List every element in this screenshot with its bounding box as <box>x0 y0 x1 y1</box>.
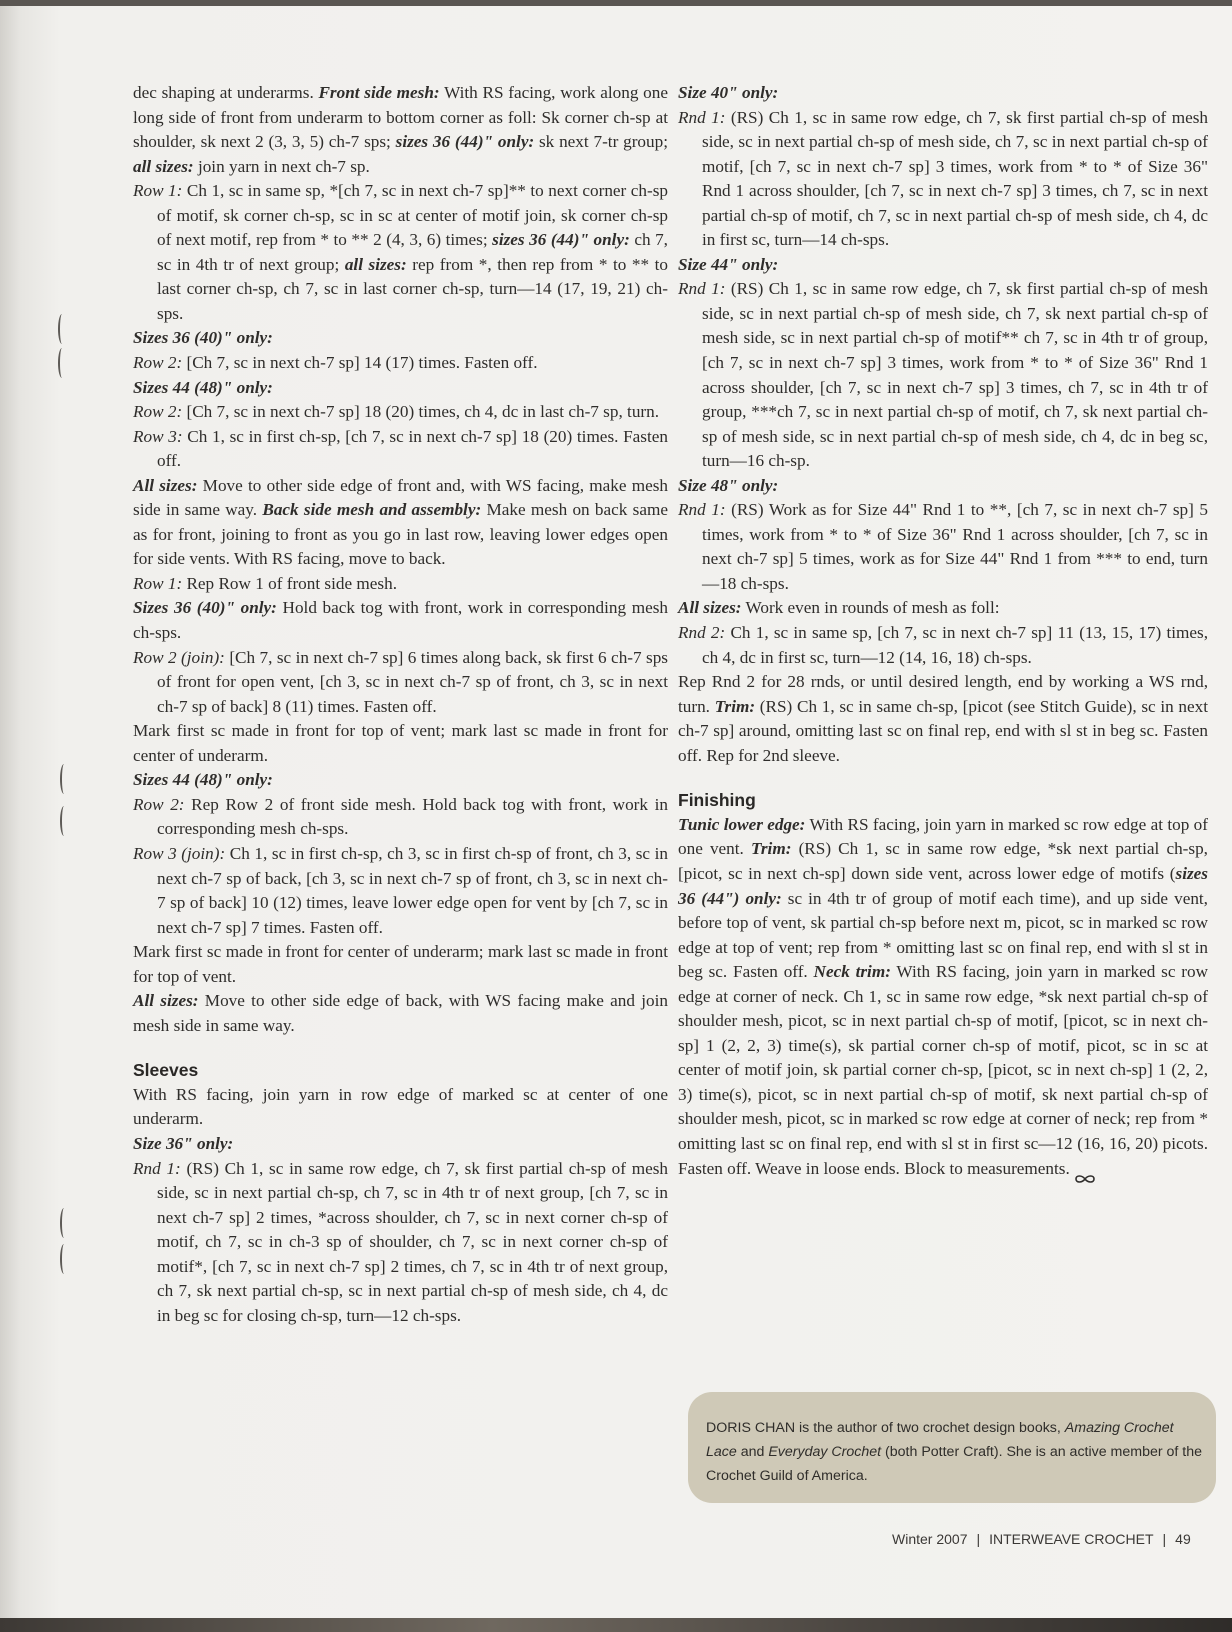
mark-note <box>133 940 668 989</box>
body-text: [Ch 7, sc in next ch-7 sp] 14 (17) times. Fasten off. <box>182 353 538 373</box>
all-sizes-instruction <box>133 989 668 1038</box>
row-2-instruction <box>133 351 668 376</box>
size-heading <box>133 768 668 793</box>
body-text: Make mesh on back same as for front, joining to front as you go in last row, leaving lower edges open for side vents. With RS facing, move to back. <box>133 500 668 569</box>
binding-mark <box>60 1208 68 1238</box>
body-text: Rep Row 1 of front side mesh. <box>182 573 397 593</box>
body-text: [Ch 7, sc in next ch-7 sp] 18 (20) times, ch 4, dc in last ch-7 sp, turn. <box>182 402 660 422</box>
size-heading <box>133 376 668 401</box>
size-label: Sizes 36 (40)" only: <box>133 598 277 618</box>
body-text: Mark first sc made in front for center of underarm; mark last sc made in front for top of vent. <box>133 942 668 986</box>
size-label: Size 36" only: <box>133 1133 234 1153</box>
section-spacer <box>678 768 1208 788</box>
section-label: Back side mesh and assembly: <box>262 500 482 520</box>
size-label: Sizes 44 (48)" only: <box>133 377 273 397</box>
binding-mark <box>58 348 66 378</box>
size-label: Size 48" only: <box>678 475 779 495</box>
section-label: Neck trim: <box>813 962 891 982</box>
sleeves-heading: Sleeves <box>133 1060 199 1081</box>
size-label: Size 44" only: <box>678 254 779 274</box>
page-footer <box>892 1531 1191 1547</box>
mark-note <box>133 719 668 768</box>
binding-mark <box>60 764 68 794</box>
body-text: dec shaping at underarms. <box>133 83 319 102</box>
body-text: (RS) Ch 1, sc in same row edge, *sk next partial ch-sp, [picot, sc in next ch-sp] down side vent, across lower edge of motifs ( <box>678 839 1208 883</box>
section-label: Tunic lower edge: <box>678 814 806 834</box>
size-label: sizes 36 (44)" only: <box>395 132 535 152</box>
row-2-instruction <box>133 400 668 425</box>
scan-bottom-edge <box>0 1618 1232 1632</box>
row-label: Row 2 (join): <box>133 647 225 667</box>
body-text: Work even in rounds of mesh as foll: <box>741 598 1000 618</box>
body-text: sk next 7-tr group; <box>534 132 668 152</box>
finishing-paragraph <box>678 813 1208 1181</box>
body-text: Ch 1, sc in first ch-sp, [ch 7, sc in next ch-7 sp] 18 (20) times. Fasten off. <box>157 426 668 471</box>
body-text: (RS) Ch 1, sc in same row edge, ch 7, sk first partial ch-sp of mesh side, sc in next partial ch-sp, ch 7, sc in 4th tr of next group, [ch 7, sc in next ch-7 sp] 2 times, *across shoulder, ch 7, sc in next corner ch-sp of motif, ch 7, sc in ch-3 sp of shoulder, ch 7, sc in next corner ch-sp of motif*, [ch 7, sc in next ch-7 sp] 2 times, ch 7, sc in 4th tr of next group, ch 7, sk next partial ch-sp, sc in next partial ch-sp of mesh side, ch 4, dc in beg sc for closing ch-sp, turn—12 ch-sps. <box>157 1158 668 1325</box>
row-label: Rnd 1: <box>678 107 726 127</box>
size-label: Size 40" only: <box>678 83 779 102</box>
issue-date: Winter 2007 <box>892 1531 968 1547</box>
size-label: All sizes: <box>133 475 198 495</box>
bio-text: and <box>736 1444 769 1460</box>
footer-separator: | <box>1162 1531 1167 1547</box>
size-heading <box>678 81 1208 106</box>
footer-separator: | <box>976 1531 981 1547</box>
body-text: sc in 4th tr of group of motif each time), and up side vent, before top of vent, sk partial ch-sp before next m, picot, sc in marked sc row edge at top of vent; rep from * omitting last sc on final rep, end with sl st in beg sc. Fasten off. <box>678 888 1208 982</box>
rnd-1-instruction <box>678 498 1208 596</box>
row-2-instruction <box>133 793 668 842</box>
row-label: Row 2: <box>133 402 183 422</box>
body-text: Mark first sc made in front for top of vent; mark last sc made in front for center of underarm. <box>133 721 668 765</box>
body-text: Move to other side edge of front and, with WS facing, make mesh side in same way. <box>133 475 668 520</box>
binding-mark <box>60 1244 68 1274</box>
right-column <box>678 81 1208 1181</box>
body-text: With RS facing, work along one long side of front from underarm to bottom corner as foll: Sk corner ch-sp at shoulder, sk next 2 (3, 3, 5) ch-7 sps; <box>133 83 668 152</box>
row-label: Rnd 1: <box>678 279 726 299</box>
body-text: (RS) Ch 1, sc in same row edge, ch 7, sk first partial ch-sp of mesh side, sc in next partial ch-sp of mesh side, ch 7, sk next partial ch-sp of mesh side, sc in next partial ch-sp of motif** ch 7, sc in 4th tr of group, [ch 7, sc in next ch-7 sp] 3 times, work from * to * of Size 36" Rnd 1 across shoulder, [ch 7, sc in next ch-7 sp] 3 times, ch 7, sc in 4th tr of group, ***ch 7, sc in next partial ch-sp of motif, ch 7, sk next partial ch-sp of mesh side, sc in next partial ch-sp of mesh side, ch 4, dc in beg sc, turn—16 ch-sp. <box>702 279 1208 471</box>
size-heading <box>678 474 1208 499</box>
rnd-2-instruction <box>678 621 1208 670</box>
body-text: Ch 1, sc in same sp, *[ch 7, sc in next ch-7 sp]** to next corner ch-sp of motif, sk corner ch-sp, sc in sc at center of motif join, sk corner ch-sp of next motif, rep from * to ** 2 (4, 3, 6) times; <box>157 181 669 250</box>
row-label: Row 2: <box>133 794 185 814</box>
front-side-mesh-paragraph <box>133 81 668 179</box>
size-label: Sizes 36 (40)" only: <box>133 328 273 348</box>
size-heading <box>133 326 668 351</box>
body-text: Ch 1, sc in first ch-sp, ch 3, sc in first ch-sp of front, ch 3, sc in next ch-7 sp of back, [ch 3, sc in next ch-7 sp of front, ch 3, sc in next ch-7 sp of back] 10 (12) times, leave lower edge open for vent by [ch 7, sc in next ch-7 sp] 7 times. Fasten off. <box>157 843 668 937</box>
body-text: Rep Row 2 of front side mesh. Hold back tog with front, work in corresponding mesh ch-sps. <box>157 794 669 839</box>
size-label: All sizes: <box>678 598 742 618</box>
rnd-1-instruction <box>678 106 1208 253</box>
body-text: Ch 1, sc in same sp, [ch 7, sc in next ch-7 sp] 11 (13, 15, 17) times, ch 4, dc in first sc, turn—12 (14, 16, 18) ch-sps. <box>702 623 1208 667</box>
size-label: sizes 36 (44)" only: <box>492 230 630 250</box>
row-3-join-instruction <box>133 842 668 940</box>
size-label: All sizes: <box>133 991 199 1011</box>
size-label: all sizes: <box>344 254 407 274</box>
row-3-instruction <box>133 425 668 474</box>
binding-mark <box>58 314 66 344</box>
section-label: Front side mesh: <box>318 83 440 102</box>
trim-paragraph <box>678 670 1208 768</box>
body-text: Rep Rnd 2 for 28 rnds, or until desired length, end by working a WS rnd, turn. <box>678 672 1208 716</box>
section-label: Trim: <box>751 839 792 859</box>
section-label: Trim: <box>714 696 756 716</box>
rnd-1-instruction <box>133 1157 668 1329</box>
author-bio <box>706 1416 1206 1488</box>
row-label: Row 2: <box>133 353 183 373</box>
row-label: Rnd 1: <box>133 1158 181 1178</box>
body-text: With RS facing, join yarn in marked sc row edge at top of one vent. <box>678 814 1209 859</box>
body-text: ch 7, sc in 4th tr of next group; <box>157 230 668 274</box>
sleeves-intro <box>133 1083 668 1132</box>
body-text: (RS) Ch 1, sc in same ch-sp, [picot (see Stitch Guide), sc in next ch-7 sp] around, omitting last sc on final rep, end with sl st in beg sc. Fasten off. Rep for 2nd sleeve. <box>678 696 1208 765</box>
size-heading <box>133 1132 668 1157</box>
page-number: 49 <box>1175 1531 1191 1547</box>
row-label: Row 1: <box>133 181 183 201</box>
size-label: sizes 36 (44") only: <box>678 863 1208 908</box>
size-heading <box>678 253 1208 278</box>
back-side-mesh-paragraph <box>133 474 668 572</box>
magazine-name: INTERWEAVE CROCHET <box>989 1531 1154 1547</box>
body-text: [Ch 7, sc in next ch-7 sp] 6 times along back, sk first 6 ch-7 sps of front for open vent, [ch 3, sc in next ch-7 sp of front, ch 3, sc in next ch-7 sp of back] 8 (11) times. Fasten off. <box>157 647 668 716</box>
row-1-instruction <box>133 179 668 326</box>
infinity-end-mark-icon <box>1074 1166 1096 1174</box>
section-spacer <box>133 1038 668 1058</box>
row-1-instruction <box>133 572 668 597</box>
body-text: Hold back tog with front, work in corresponding mesh ch-sps. <box>133 598 668 643</box>
body-text: rep from *, then rep from * to ** to last corner ch-sp, ch 7, sc in last corner ch-sp, turn—14 (17, 19, 21) ch-sps. <box>157 254 669 323</box>
body-text: join yarn in next ch-7 sp. <box>193 156 370 176</box>
row-label: Row 3 (join): <box>133 843 226 863</box>
row-label: Rnd 2: <box>678 623 726 643</box>
body-text: Move to other side edge of back, with WS facing make and join mesh side in same way. <box>133 991 668 1035</box>
row-label: Row 3: <box>133 426 183 446</box>
body-text: With RS facing, join yarn in row edge of marked sc at center of one underarm. <box>133 1084 668 1129</box>
binding-mark <box>60 806 68 836</box>
finishing-heading: Finishing <box>678 790 756 811</box>
body-text: (RS) Ch 1, sc in same row edge, ch 7, sk first partial ch-sp of mesh side, sc in next partial ch-sp of mesh side, ch 7, sc in next partial ch-sp of motif, [ch 7, sc in next ch-7 sp] 3 times, work from * to * of Size 36" Rnd 1 across shoulder, [ch 7, sc in next ch-7 sp] 3 times, ch 7, sc in next partial ch-sp of motif, ch 7, sc in next partial ch-sp of mesh side, ch 4, dc in first sc, turn—14 ch-sps. <box>702 107 1208 250</box>
bio-text: (both Potter Craft). She is an active member of the Crochet Guild of America. <box>706 1444 1203 1484</box>
left-column <box>133 81 668 1328</box>
body-text: (RS) Work as for Size 44" Rnd 1 to **, [ch 7, sc in next ch-7 sp] 5 times, work from * to * of Size 36" Rnd 1 across shoulder, [ch 7, sc in next ch-7 sp] 5 times, work as for Size 44" Rnd 1 from *** to end, turn—18 ch-sps. <box>702 500 1208 593</box>
size-instruction <box>133 596 668 645</box>
bio-text: DORIS CHAN is the author of two crochet design books, <box>706 1420 1065 1436</box>
magazine-page <box>0 6 1232 1618</box>
row-label: Rnd 1: <box>678 500 726 520</box>
row-label: Row 1: <box>133 573 183 593</box>
size-label: all sizes: <box>133 156 194 176</box>
row-2-join-instruction <box>133 646 668 720</box>
book-title: Amazing Crochet Lace <box>706 1420 1174 1460</box>
rnd-1-instruction <box>678 277 1208 473</box>
size-label: Sizes 44 (48)" only: <box>133 770 273 790</box>
body-text: With RS facing, join yarn in marked sc row edge at corner of neck. Ch 1, sc in same row edge, *sk next partial ch-sp of shoulder mesh, picot, sc in next partial ch-sp of motif, [picot, sc in next ch-sp] 1 (2, 2, 3) time(s), sk partial corner ch-sp of motif, picot, sc in sc at center of motif join, sk partial corner ch-sp, [picot, sc in next ch-sp] 1 (2, 2, 3) time(s), picot, sc in next partial ch-sp of motif, sk next partial ch-sp of shoulder mesh, picot, sc in marked sc row edge at corner of neck; rep from * omitting last sc on final rep, end with sl st in first sc—12 (16, 16, 20) picots. Fasten off. Weave in loose ends. Block to measurements. <box>678 962 1208 1178</box>
author-bio-box <box>688 1392 1216 1503</box>
book-title: Everyday Crochet <box>768 1444 882 1460</box>
all-sizes-instruction <box>678 596 1208 621</box>
